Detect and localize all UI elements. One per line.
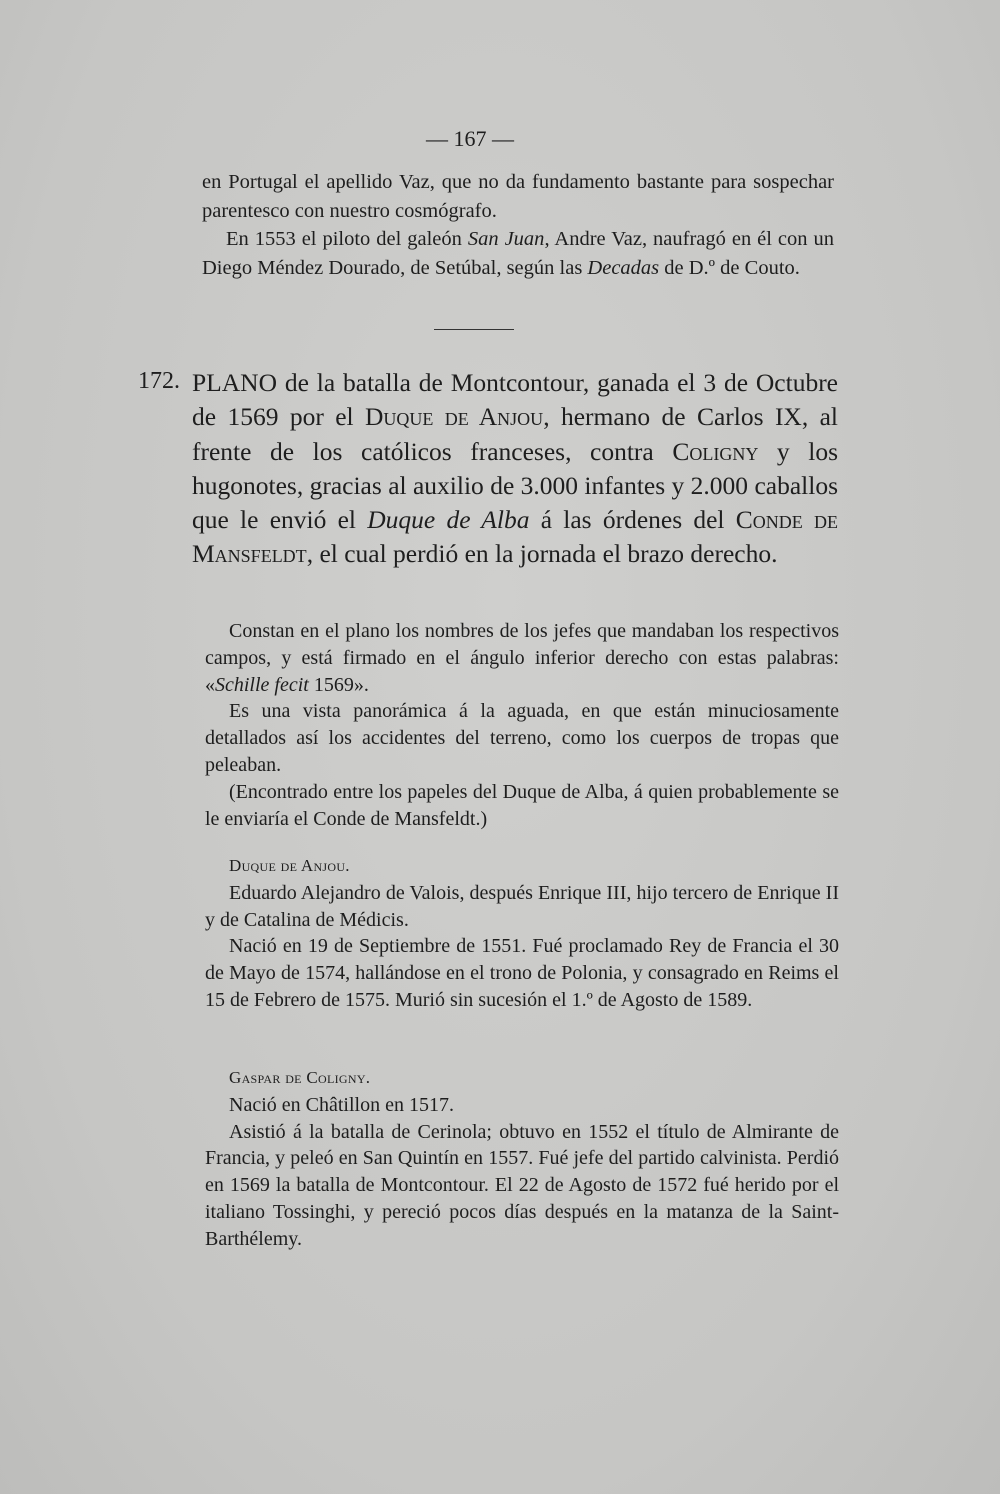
entry-text-3: y los hugonotes, gracias al auxilio de 3.000 infantes y 2.000 caballos que le envió el	[192, 436, 838, 535]
intro-text-c: de D.º de Couto.	[659, 256, 800, 279]
intro-paragraph-1: en Portugal el apellido Vaz, que no da fundamento bastante para sospechar parentesco con nuestro cosmógrafo.	[202, 171, 834, 222]
entry-notes	[205, 618, 839, 832]
name-coligny: Coligny	[672, 436, 759, 466]
intro-text	[202, 168, 834, 282]
section-divider	[434, 329, 514, 330]
intro-text-a: En 1553 el piloto del galeón	[226, 228, 468, 250]
biography-heading-text: Duque de Anjou.	[229, 856, 350, 875]
biography-paragraph: Asistió á la batalla de Cerinola; obtuvo en 1552 el título de Almirante de Francia, y peleó en San Quintín en 1557. Fué jefe del partido calvinista. Perdió en 1569 la batalla de Montcontour. El 22 de Agosto de 1572 fué herido por el italiano Tossinghi, y pereció pocos días después en la matanza de la Saint-Barthélemy.	[205, 1120, 839, 1250]
entry-text-4: á las órdenes del	[529, 505, 736, 535]
biography-heading	[205, 1064, 839, 1092]
entry-text-1: PLANO de la batalla de Montcontour, ganada el 3 de Octubre de 1569 por el	[192, 368, 838, 432]
biography-paragraph: Nació en Châtillon en 1517.	[229, 1093, 454, 1116]
signature-text: Schille fecit	[215, 673, 309, 696]
biography-paragraph: Nació en 19 de Septiembre de 1551. Fué proclamado Rey de Francia el 30 de Mayo de 1574, hallándose en el trono de Polonia, y consagrado en Reims el 15 de Febrero de 1575. Murió sin sucesión el 1.º de Agosto de 1589.	[205, 935, 839, 1011]
entry-text	[192, 366, 838, 572]
entry-text-5: , el cual perdió en la jornada el brazo derecho.	[306, 539, 778, 569]
catalog-entry	[192, 366, 838, 572]
name-duque-alba: Duque de Alba	[367, 505, 530, 535]
notes-text-a: Constan en el plano los nombres de los jefes que mandaban los respectivos campos, y está firmado en el ángulo inferior derecho con estas palabras: «	[205, 620, 839, 696]
entry-text-2: , hermano de Carlos IX, al frente de los católicos franceses, contra	[192, 402, 839, 466]
ship-name: San Juan	[467, 228, 545, 250]
name-conde-mansfeldt: Conde de Mansfeldt	[192, 505, 838, 569]
biography-heading-text: Gaspar de Coligny.	[229, 1068, 371, 1087]
notes-paragraph-3: (Encontrado entre los papeles del Duque de Alba, á quien probablemente se le enviaría el Conde de Mansfeldt.)	[205, 780, 839, 830]
intro-text-b: , Andre Vaz, naufragó en él con un Diego Méndez Dourado, de Setúbal, según las	[202, 228, 834, 279]
work-title: Decadas	[587, 256, 660, 279]
entry-number: 172.	[138, 368, 180, 394]
notes-text-b: 1569».	[308, 673, 369, 696]
name-duque-anjou: Duque de Anjou	[365, 402, 544, 432]
notes-paragraph-2: Es una vista panorámica á la aguada, en que están minuciosamente detallados así los accidentes del terreno, como los cuerpos de tropas que peleaban.	[205, 700, 839, 776]
page-number: — 167 —	[426, 126, 514, 151]
biography-coligny	[205, 1064, 839, 1253]
biography-heading	[205, 852, 839, 880]
biography-anjou	[205, 852, 839, 1014]
notes-paragraph-1	[205, 618, 839, 698]
biography-paragraph: Eduardo Alejandro de Valois, después Enrique III, hijo tercero de Enrique II y de Catalina de Médicis.	[205, 881, 839, 931]
intro-paragraph-2	[202, 225, 834, 282]
